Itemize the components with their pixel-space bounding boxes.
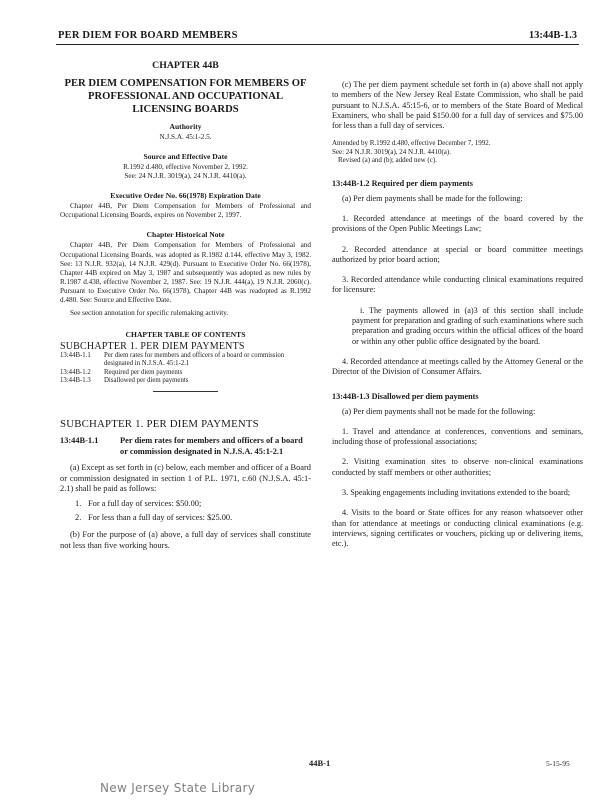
toc-heading: CHAPTER TABLE OF CONTENTS <box>125 330 246 340</box>
chapter-label: CHAPTER 44B <box>152 60 219 71</box>
page-number: 44B-1 <box>309 758 331 768</box>
executive-order-heading: Executive Order No. 66(1978) Expiration Date <box>110 191 261 201</box>
list-item: 1. For a full day of services: $50.00; <box>75 498 202 508</box>
section-1-3-item-3: 3. Speaking engagements including invitations extended to the board; <box>342 488 571 498</box>
section-1-1-b: (b) For the purpose of (a) above, a full day of services shall constitute not less than five working hours. <box>60 530 311 550</box>
library-watermark: New Jersey State Library <box>100 781 256 795</box>
section-1-2-heading: 13:44B-1.2 Required per diem payments <box>332 178 473 188</box>
left-column <box>60 60 311 551</box>
section-annotation-note: See section annotation for specific rulemaking activity. <box>70 309 229 318</box>
section-1-2-a: (a) Per diem payments shall be made for the following: <box>342 193 523 203</box>
amendment-line-3: Revised (a) and (b); added new (c). <box>338 156 437 165</box>
source-line-2: See: 24 N.J.R. 3019(a), 24 N.J.R. 4410(a). <box>124 172 247 181</box>
section-1-3-item-1: 1. Travel and attendance at conferences, conventions and seminars, including those of professional associations; <box>332 426 583 447</box>
running-header <box>56 22 579 45</box>
section-1-2-item-4: 4. Recorded attendance at meetings called by the Attorney General or the Director of the Division of Consumer Affairs. <box>332 356 583 377</box>
section-1-3-a: (a) Per diem payments shall not be made for the following: <box>342 406 536 416</box>
section-1-3-heading: 13:44B-1.3 Disallowed per diem payments <box>332 391 479 401</box>
header-title: PER DIEM FOR BOARD MEMBERS <box>58 30 238 41</box>
chapter-title: PER DIEM COMPENSATION FOR MEMBERS OF PROFESSIONAL AND OCCUPATIONAL LICENSING BOARDS <box>64 78 307 115</box>
section-1-3-item-4: 4. Visits to the board or State offices for any reason whatsoever other than for attendance at meetings or conducting clinical examinations (e.g. interviews, signing certificates or vouchers, picking up or delivering items, etc.). <box>332 508 583 549</box>
section-1-3-item-2: 2. Visiting examination sites to observe non-clinical examinations conducted by staff members or other authorities; <box>332 457 583 477</box>
toc-row[interactable]: 13:44B-1.1 Per diem rates for members and officers of a board or commission designated in N.J.S.A. 45:1-2.1 <box>60 352 285 368</box>
section-1-1-c: (c) The per diem payment schedule set forth in (a) above shall not apply to members of the New Jersey Real Estate Commission, who shall be paid pursuant to N.J.S.A. 45:15-6, or to members of the State Board of Medical Examiners, who shall be paid $150.00 for a full day of services and $75.00 for less than a full day of services. <box>332 80 583 131</box>
section-1-2-item-2: 2. Recorded attendance at special or board committee meetings authorized by prior board action; <box>332 244 583 264</box>
toc-table <box>60 352 311 385</box>
toc-subchapter: SUBCHAPTER 1. PER DIEM PAYMENTS <box>60 341 245 353</box>
right-column <box>332 80 583 550</box>
subchapter-heading: SUBCHAPTER 1. PER DIEM PAYMENTS <box>60 418 259 431</box>
source-heading: Source and Effective Date <box>143 152 228 162</box>
executive-order-text: Chapter 44B, Per Diem Compensation for Members of Professional and Occupational Licensing Boards, expires on November 2, 1997. <box>60 202 311 220</box>
section-number: 13:44B-1.1 <box>60 436 99 446</box>
toc-row[interactable]: 13:44B-1.3 Disallowed per diem payments <box>60 376 189 384</box>
toc-row[interactable]: 13:44B-1.2 Required per diem payments <box>60 368 183 376</box>
section-1-1-heading <box>60 436 311 457</box>
revision-date: 5-15-95 <box>546 759 570 768</box>
historical-note-text: Chapter 44B, Per Diem Compensation for Members of Professional and Occupational Licensing Boards, was adopted as R.1982 d.144, effective May 3, 1982. See: 13 N.J.R. 932(a), 14 N.J.R. 429(d). Pursuant to Executive Order No. 66(1978), Chapter 44B expired on May 3, 1987 and subsequently was adopted as new rules by R.1987 d.438, effective November 2, 1987. See: 19 N.J.R. 444(a), 19 N.J.R. 2060(c). Pursuant to Executive Order No. 66(1978), Chapter 44B was readopted as R.1992 d.480. See: Source and Effective Date. <box>60 241 311 305</box>
authority-text: N.J.S.A. 45:1-2.5. <box>159 133 212 141</box>
source-line-1: R.1992 d.480, effective November 2, 1992. <box>123 163 248 172</box>
authority-heading: Authority <box>169 122 202 131</box>
section-1-1-a: (a) Except as set forth in (c) below, each member and officer of a Board or commission designated in section 1 of P.L. 1971, c.60 (N.J.S.A. 45:1-2.1) shall be paid as follows: <box>60 463 311 494</box>
divider-rule <box>153 391 218 392</box>
amendment-line-2: See: 24 N.J.R. 3019(a), 24 N.J.R. 4410(a). <box>332 147 451 156</box>
section-title: Per diem rates for members and officers of a board or commission designated in N.J.S.A. 45:1-2.1 <box>120 436 303 456</box>
section-1-2-item-3-i: i. The payments allowed in (a)3 of this section shall include payment for preparation and grading of such examinations where such preparation and grading occurs within the official offices of the board or within any other public office designated by the board. <box>352 305 583 346</box>
list-item: 2. For less than a full day of services: $25.00. <box>75 513 233 523</box>
section-1-2-item-1: 1. Recorded attendance at meetings of the board covered by the provisions of the Open Public Meetings Law; <box>332 214 583 234</box>
historical-note-heading: Chapter Historical Note <box>146 230 225 240</box>
header-section-number: 13:44B-1.3 <box>528 30 577 41</box>
section-1-2-item-3: 3. Recorded attendance while conducting clinical examinations required for licensure: <box>332 275 583 295</box>
amendment-line-1: Amended by R.1992 d.480, effective December 7, 1992. <box>332 139 491 148</box>
